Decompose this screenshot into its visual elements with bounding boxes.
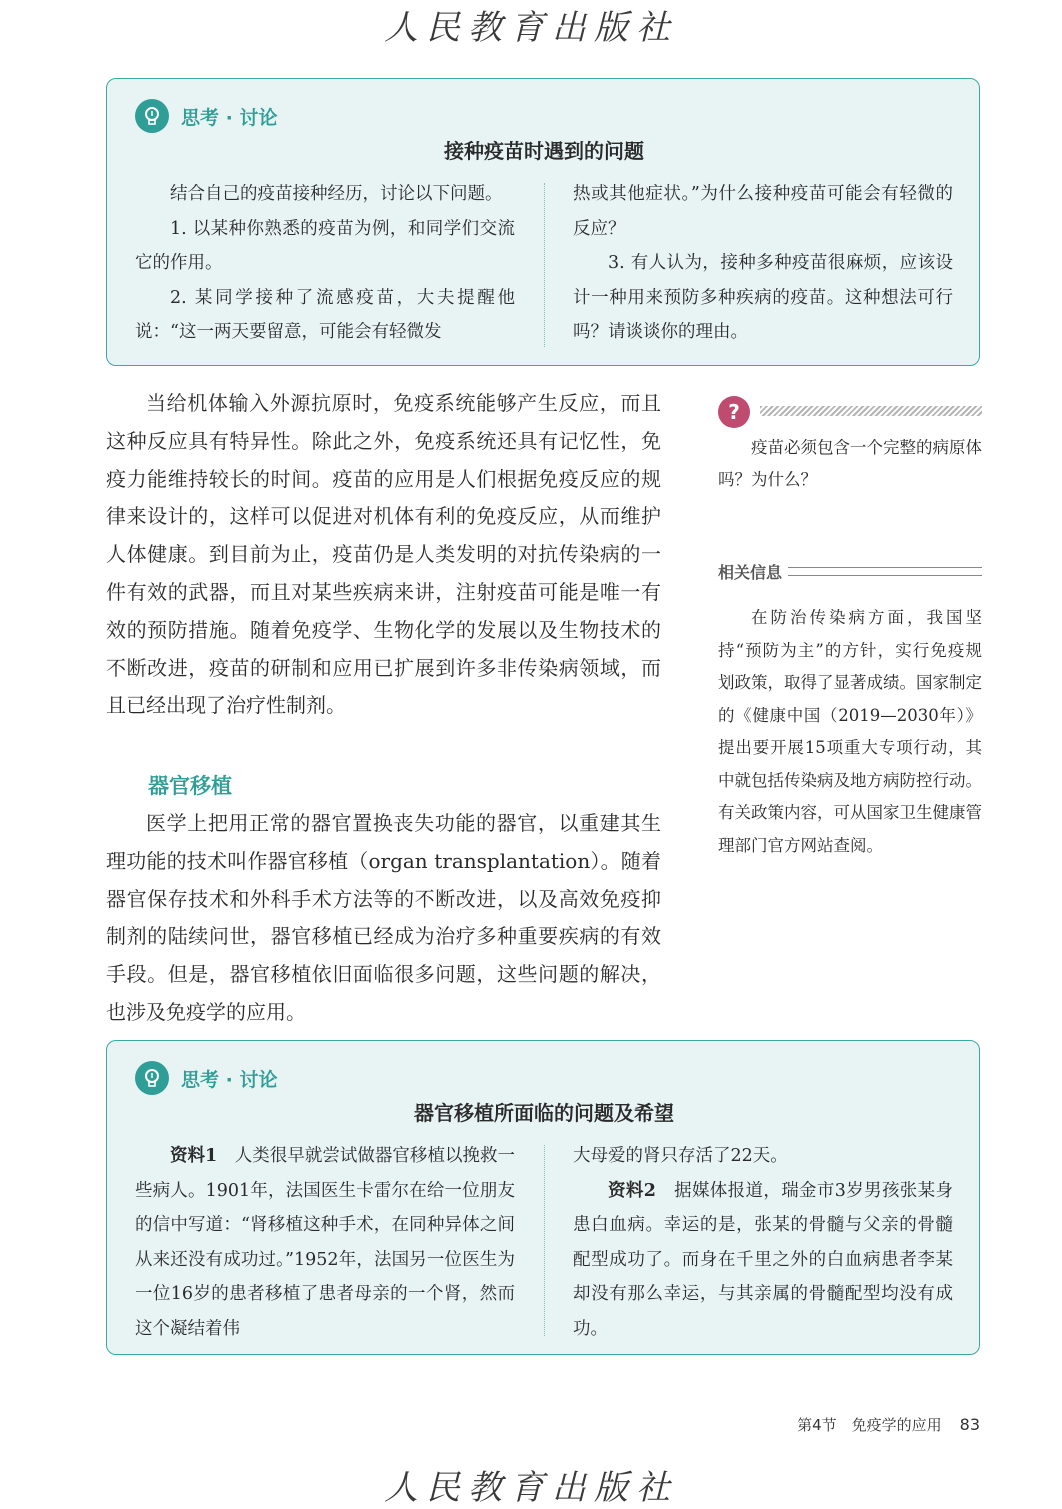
lightbulb-icon: [135, 1061, 169, 1095]
material-2-label: 资料2: [608, 1180, 656, 1201]
discussion-title: 接种疫苗时遇到的问题: [444, 139, 644, 163]
discussion-label: 思考 · 讨论: [181, 1068, 278, 1091]
material-2: [573, 1174, 953, 1347]
discussion-left-column: [135, 177, 515, 350]
material-2-text: 据媒体报道，瑞金市3岁男孩张某身患白血病。幸运的是，张某的骨髓与父亲的骨髓配型成功了。而身在千里之外的白血病患者李某却没有那么幸运，与其亲属的骨髓配型均没有成功。: [573, 1180, 953, 1339]
related-info-text: [718, 602, 982, 862]
discussion-left-column: [135, 1139, 515, 1346]
body-paragraph: 当给机体输入外源抗原时，免疫系统能够产生反应，而且这种反应具有特异性。除此之外，免疫系统还具有记忆性，免疫力能维持较长的时间。疫苗的应用是人们根据免疫反应的规律来设计的，这样可以促进对机体有利的免疫反应，从而维护人体健康。到目前为止，疫苗仍是人类发明的对抗传染病的一件有效的武器，而且对某些疾病来讲，注射疫苗可能是唯一有效的预防措施。随着免疫学、生物化学的发展以及生物技术的不断改进，疫苗的研制和应用已扩展到许多非传染病领域，而且已经出现了治疗性制剂。: [106, 391, 661, 718]
column-divider: [544, 1145, 545, 1336]
discussion-right-column: [573, 1139, 953, 1346]
material-1-text: 人类很早就尝试做器官移植以挽救一些病人。1901年，法国医生卡雷尔在给一位朋友的信中写道：“肾移植这种手术，在同种异体之间从来还没有成功过。”1952年，法国另一位医生为一位16岁的患者移植了患者母亲的一个肾，然而这个凝结着伟: [135, 1146, 516, 1339]
discussion-box-transplant: [106, 1040, 980, 1355]
material-1-continuation: 大母爱的肾只存活了22天。: [573, 1146, 788, 1166]
discussion-paragraph: 2. 某同学接种了流感疫苗，大夫提醒他说：“这一两天要留意，可能会有轻微发: [135, 287, 515, 342]
publisher-logo-bottom: 人民教育出版社: [384, 1468, 678, 1508]
discussion-paragraph: 1. 以某种你熟悉的疫苗为例，和同学们交流它的作用。: [135, 218, 515, 273]
related-info-label: 相关信息: [718, 563, 783, 582]
discussion-paragraph: 热或其他症状。”为什么接种疫苗可能会有轻微的反应？: [573, 184, 953, 239]
publisher-logo-top: 人民教育出版社: [384, 8, 678, 48]
discussion-paragraph: 3. 有人认为，接种多种疫苗很麻烦，应该设计一种用来预防多种疾病的疫苗。这种想法可行吗？请谈谈你的理由。: [573, 253, 953, 342]
main-text-transplant: [106, 805, 661, 1032]
page-number: 83: [959, 1415, 980, 1434]
hatch-divider: [760, 406, 982, 416]
question-icon: ?: [718, 396, 750, 428]
material-1-label: 资料1: [170, 1146, 218, 1166]
discussion-title: 器官移植所面临的问题及希望: [414, 1101, 674, 1125]
discussion-paragraph: 结合自己的疫苗接种经历，讨论以下问题。: [170, 184, 503, 204]
main-text-vaccine: [106, 385, 661, 725]
page-footer: [797, 1414, 980, 1435]
column-divider: [544, 183, 545, 347]
section-heading: 器官移植: [148, 774, 232, 798]
material-1: [135, 1139, 515, 1346]
discussion-right-column: [573, 177, 953, 350]
lightbulb-icon: [135, 99, 169, 133]
footer-section: 第4节 免疫学的应用: [797, 1416, 942, 1434]
related-info-paragraph: 在防治传染病方面，我国坚持“预防为主”的方针，实行免疫规划政策，取得了显著成绩。国家制定的《健康中国（2019—2030年）》提出要开展15项重大专项行动，其中就包括传染病及地方病防控行动。有关政策内容，可从国家卫生健康管理部门官方网站查阅。: [718, 608, 982, 855]
discussion-header: [135, 99, 277, 133]
related-info-header: [718, 560, 982, 583]
side-question-text: 疫苗必须包含一个完整的病原体吗？为什么？: [718, 438, 982, 489]
double-rule: [788, 567, 982, 576]
side-question: [718, 432, 982, 496]
body-paragraph: 医学上把用正常的器官置换丧失功能的器官，以重建其生理功能的技术叫作器官移植（organ transplantation）。随着器官保存技术和外科手术方法等的不断改进，以及高效免疫抑制剂的陆续问世，器官移植已经成为治疗多种重要疾病的有效手段。但是，器官移植依旧面临很多问题，这些问题的解决，也涉及免疫学的应用。: [106, 811, 661, 1024]
discussion-box-vaccine: [106, 78, 980, 366]
discussion-label: 思考 · 讨论: [181, 106, 278, 129]
discussion-header: [135, 1061, 277, 1095]
